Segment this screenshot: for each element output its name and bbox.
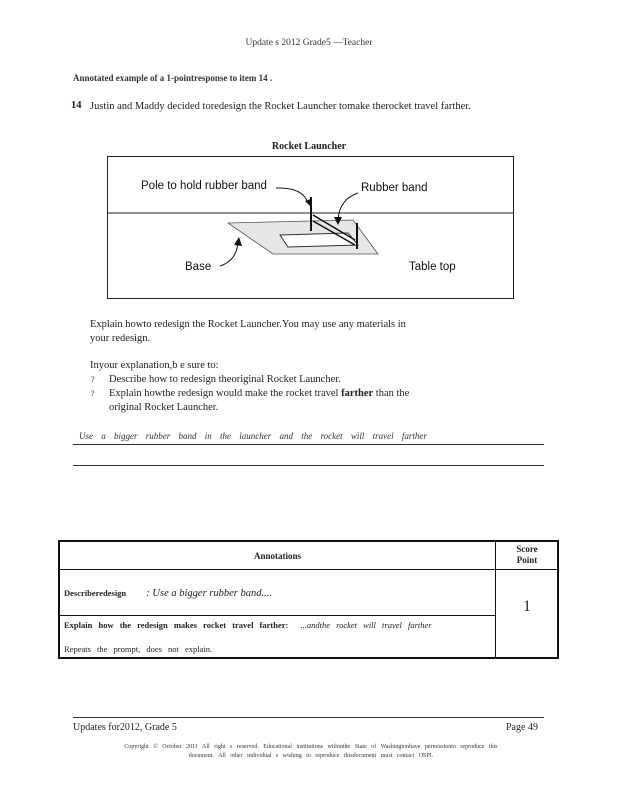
- student-answer: Use a bigger rubber band in the launcher and the rocket will travel farther: [79, 431, 427, 441]
- footer-page: Page 49: [506, 722, 538, 733]
- pole-arrow: [276, 188, 308, 203]
- footer-rule: [73, 717, 544, 718]
- prompt-intro: Inyour explanation,b e sure to:: [90, 360, 219, 371]
- page-header: Update s 2012 Grade5 —Teacher: [245, 38, 373, 48]
- bullet-marker-2: ?: [91, 389, 95, 398]
- label-base: Base: [185, 261, 212, 273]
- label-pole: Pole to hold rubber band: [141, 180, 267, 192]
- answer-line-2: [73, 465, 544, 466]
- answer-line-1: [73, 444, 544, 445]
- bullet-2-post: than the: [375, 388, 410, 399]
- row2-label: Explain how the redesign makes rocket travel farther:: [64, 620, 289, 630]
- header-score-line2: Point: [516, 555, 538, 565]
- bullet-2-bold: farther: [341, 388, 374, 399]
- question-number: 14: [71, 100, 82, 111]
- bullet-2-line2: original Rocket Launcher.: [109, 402, 219, 413]
- annotated-example-title: Annotated example of a 1-pointresponse to item 14 .: [73, 73, 273, 83]
- copyright-line1: Copyright © October 2011 All right s reserved. Educational institutions withinthe State of Washingtonhave permissionto reproduce this: [124, 744, 498, 750]
- figure-title: Rocket Launcher: [271, 141, 347, 152]
- row2-text: ...andthe rocket will travel farther: [300, 620, 432, 630]
- label-table-top: Table top: [409, 261, 456, 273]
- row1-text: : Use a bigger rubber band....: [146, 588, 272, 599]
- header-annotations: Annotations: [253, 551, 301, 561]
- rocket-launcher-drawing: [108, 157, 513, 298]
- bullet-2-text: [109, 387, 524, 402]
- bullet-1-text: Describe how to redesign theoriginal Rocket Launcher.: [109, 374, 341, 385]
- header-score-line1: Score: [516, 544, 538, 554]
- prompt-line2: your redesign.: [90, 333, 151, 344]
- footer-left: Updates for2012, Grade 5: [73, 722, 177, 733]
- score-value: 1: [523, 598, 531, 615]
- base-arrow: [220, 243, 238, 266]
- prompt-line1: Explain howto redesign the Rocket Launcher.You may use any materials in: [90, 319, 406, 330]
- row3-text: Repeats the prompt, does not explain.: [64, 644, 213, 654]
- bullet-marker-1: ?: [91, 375, 95, 384]
- copyright-line2: document. All other individual s wishing to reproduce thisdocument must contact OSPI.: [188, 752, 434, 759]
- copyright: [86, 743, 536, 760]
- row1: [64, 588, 272, 599]
- rocket-launcher-figure: [107, 156, 514, 299]
- bullet-2-pre: Explain howthe redesign would make the rocket travel: [109, 388, 339, 399]
- header-score: [496, 544, 558, 566]
- label-rubber-band: Rubber band: [361, 182, 428, 194]
- rubber-band-arrow: [338, 193, 358, 219]
- annotations-table: [58, 540, 559, 659]
- row1-label: Describeredesign: [64, 588, 127, 598]
- row2: [64, 620, 432, 630]
- question-text: Justin and Maddy decided toredesign the Rocket Launcher tomake therocket travel farther.: [90, 101, 471, 112]
